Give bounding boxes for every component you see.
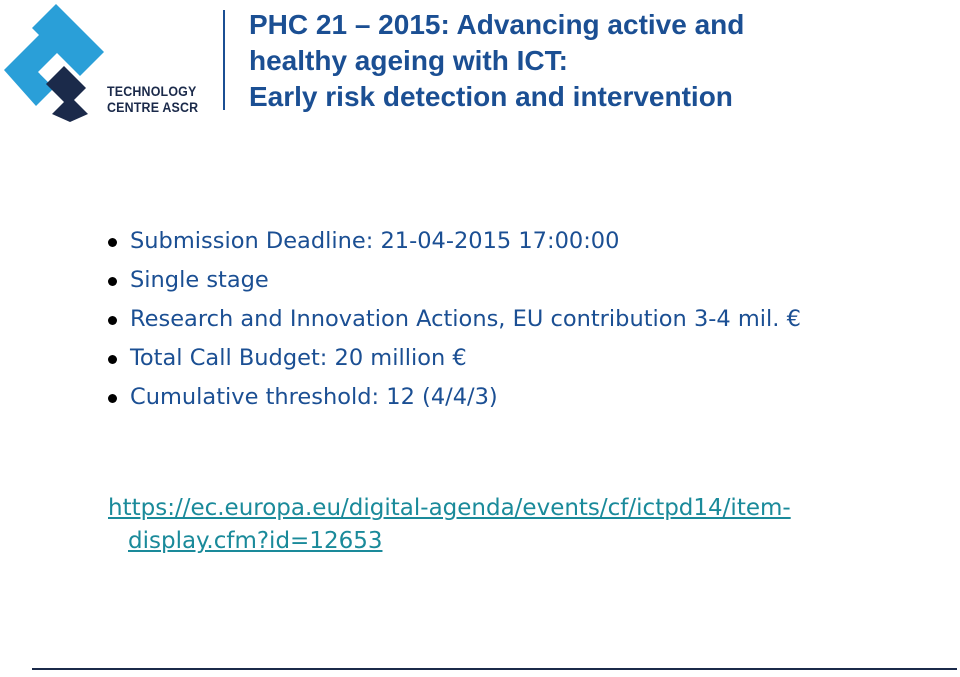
page-title xyxy=(249,7,744,115)
title-line-2: healthy ageing with ICT: xyxy=(249,45,568,76)
call-info-link[interactable] xyxy=(108,492,943,558)
bullet-list xyxy=(108,222,801,417)
bullet-single-stage: Single stage xyxy=(108,261,801,300)
bullet-submission-deadline: Submission Deadline: 21-04-2015 17:00:00 xyxy=(108,222,801,261)
bullet-action-type: Research and Innovation Actions, EU contribution 3-4 mil. € xyxy=(108,300,801,339)
logo-wordmark xyxy=(107,84,198,116)
bullet-threshold: Cumulative threshold: 12 (4/4/3) xyxy=(108,378,801,417)
title-divider xyxy=(223,10,225,110)
link-line-2: display.cfm?id=12653 xyxy=(128,528,383,554)
title-line-1: PHC 21 – 2015: Advancing active and xyxy=(249,9,745,40)
logo-line-2: CENTRE ASCR xyxy=(107,100,199,115)
bullet-call-budget: Total Call Budget: 20 million € xyxy=(108,339,801,378)
logo-mark-icon xyxy=(4,4,114,122)
title-line-3: Early risk detection and intervention xyxy=(249,81,733,112)
footer-divider xyxy=(32,668,957,670)
link-line-1: https://ec.europa.eu/digital-agenda/events/cf/ictpd14/item- xyxy=(108,495,791,521)
technology-centre-logo xyxy=(4,4,209,122)
logo-line-1: TECHNOLOGY xyxy=(107,84,197,99)
